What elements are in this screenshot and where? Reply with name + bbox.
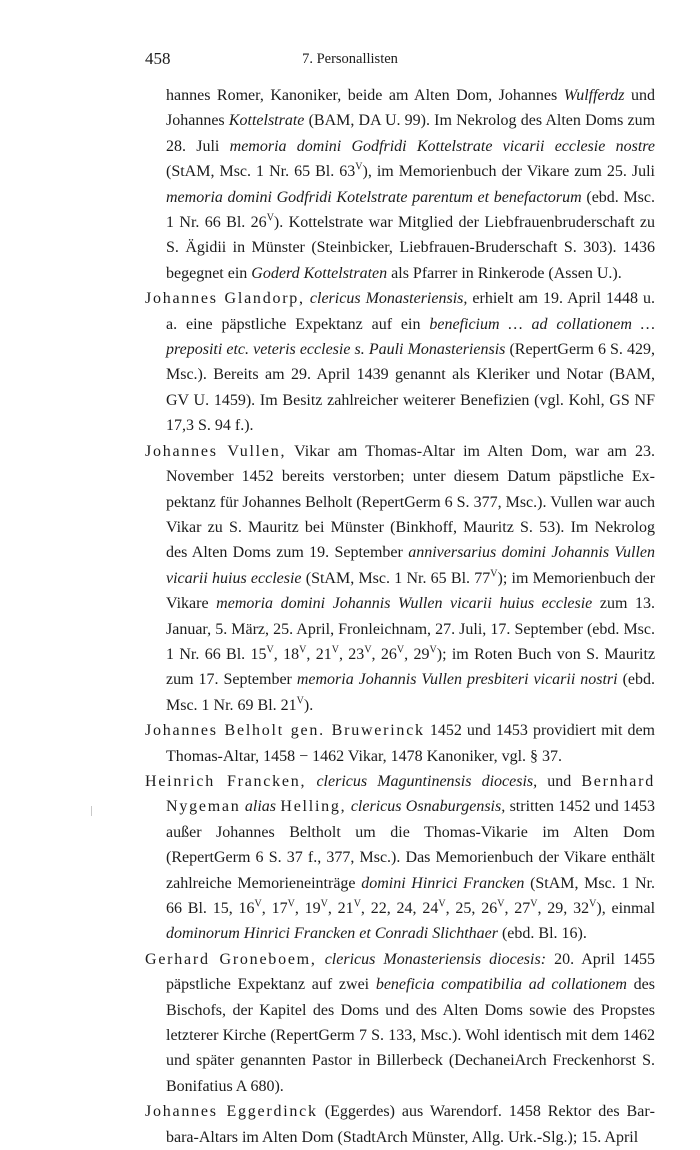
entry-johannes-belholt: Johannes Belholt gen. Bruwerinck 1452 und 1453 providiert mit dem Thomas-Altar, 1458 − 1462 Vikar, 1478 Kanoniker, vgl. § 37. [145,722,656,765]
running-head-chapter-title: 7. Personallisten [302,51,398,67]
entry-johannes-eggerdinck: Johannes Eggerdinck (Eggerdes) aus Warendorf. 1458 Rektor des Barbara-Altars im Alten Dom (StadtArch Münster, Allg. Urk.-Slg.); 15. April [145,1103,655,1146]
entry-johannes-vullen: Johannes Vullen, Vikar am Thomas-Altar im Alten Dom, war am 23. November 1452 bereits verstorben; unter diesem Datum päpstliche Expektanz für Johannes Belholt (RepertGerm 6 S. 377, Msc.). Vullen war auch Vikar zu S. Mauritz bei Münster (Binkhoff, Mauritz S. 53). Im Nekrolog des Alten Doms zum 19. September anniversarius domini Johannis Vullen vicarii huius ecclesie (StAM, Msc. 1 Nr. 65 Bl. $77^V$); im Memorienbuch der Vikare memoria domini Johannis Wullen vicarii huius ecclesie zum 13. Januar, 5. März, 25. April, Fronleichnam, 27. Juli, 17. September (ebd. Msc. 1 Nr. 66 Bl. $15^V$, $18^V$, $21^V$, $23^V$, $26^V$, $29^V$); im Roten Buch von S. Mauritz zum 17. September memoria Johannis Vullen presbiteri vicarii nostri (ebd. Msc. 1 Nr. 69 Bl. $21^V$). [145,442,656,714]
entry-heinrich-francken: Heinrich Francken, clericus Maguntinensis diocesis, und Bernhard Nygeman alias Helling, clericus Osnaburgensis, stritten 1452 und 1453 außer Johannes Beltholt um die Thomas-Vikarie im Alten Dom (RepertGerm 6 S. 37 f., 377, Msc.). Das Memorienbuch der Vikare enthält zahlreiche Memorieneinträge domini Hinrici Francken (StAM, Msc. 1 Nr. 66 Bl. 15, $16^V$, $17^V$, $19^V$, $21^V$, 22, 24, $24^V$, 25, $26^V$, $27^V$, 29, $32^V$), einmal dominorum Hinrici Francken et Conradi Slichthaer (ebd. Bl. 16). [145,772,656,943]
entry-johannes-glandorp: Johannes Glandorp, clericus Monasteriensis, erhielt am 19. April 1448 u. a. eine päpstliche Expektanz auf ein beneficium … ad collationem … prepositi etc. veteris ecclesie s. Pauli Monasteriensis (RepertGerm 6 S. 429, Msc.). Bereits am 29. April 1439 genannt als Kleriker und Notar (BAM, GV U. 1459). Im Besitz zahlreicher weiterer Benefizien (vgl. Kohl, GS NF 17,3 S. 94 f.). [145,290,656,435]
page-number: 458 [145,49,171,68]
entry-romer-kottelstrate-continued: hannes Romer, Kanoniker, beide am Alten Dom, Johannes Wulfferdz und Johannes Kottelstrate (BAM, DA U. 99). Im Nekrolog des Alten Doms zum 28. Juli memoria domini Godfridi Kottelstrate vicarii ecclesie nostre (StAM, Msc. 1 Nr. 65 Bl. $63^V$), im Memorienbuch der Vikare zum 25. Juli memoria domini Godfridi Kotelstrate parentum et benefactorum (ebd. Msc. 1 Nr. 66 Bl. $26^V$). Kottelstrate war Mitglied der Liebfrauenbruderschaft zu S. Ägidii in Münster (Steinbicker, Liebfrauen-Bruderschaft S. 303). 1436 begegnet ein Goderd Kottelstraten als Pfarrer in Rinkerode (Assen U.). [166,87,656,282]
margin-mark [91,806,92,816]
entry-gerhard-groneboem: Gerhard Groneboem, clericus Monasteriensis diocesis: 20. April 1455 päpstliche Expektanz auf zwei beneficia compatibilia ad collationem des Bischofs, der Kapitel des Doms und des Alten Doms sowie des Propstes letzterer Kirche (RepertGerm 7 S. 133, Msc.). Wohl identisch mit dem 1462 und später genannten Pastor in Billerbeck (DechaneiArch Freckenhorst S. Bonifatius A 680). [145,950,656,1095]
text-body [145,83,655,1150]
